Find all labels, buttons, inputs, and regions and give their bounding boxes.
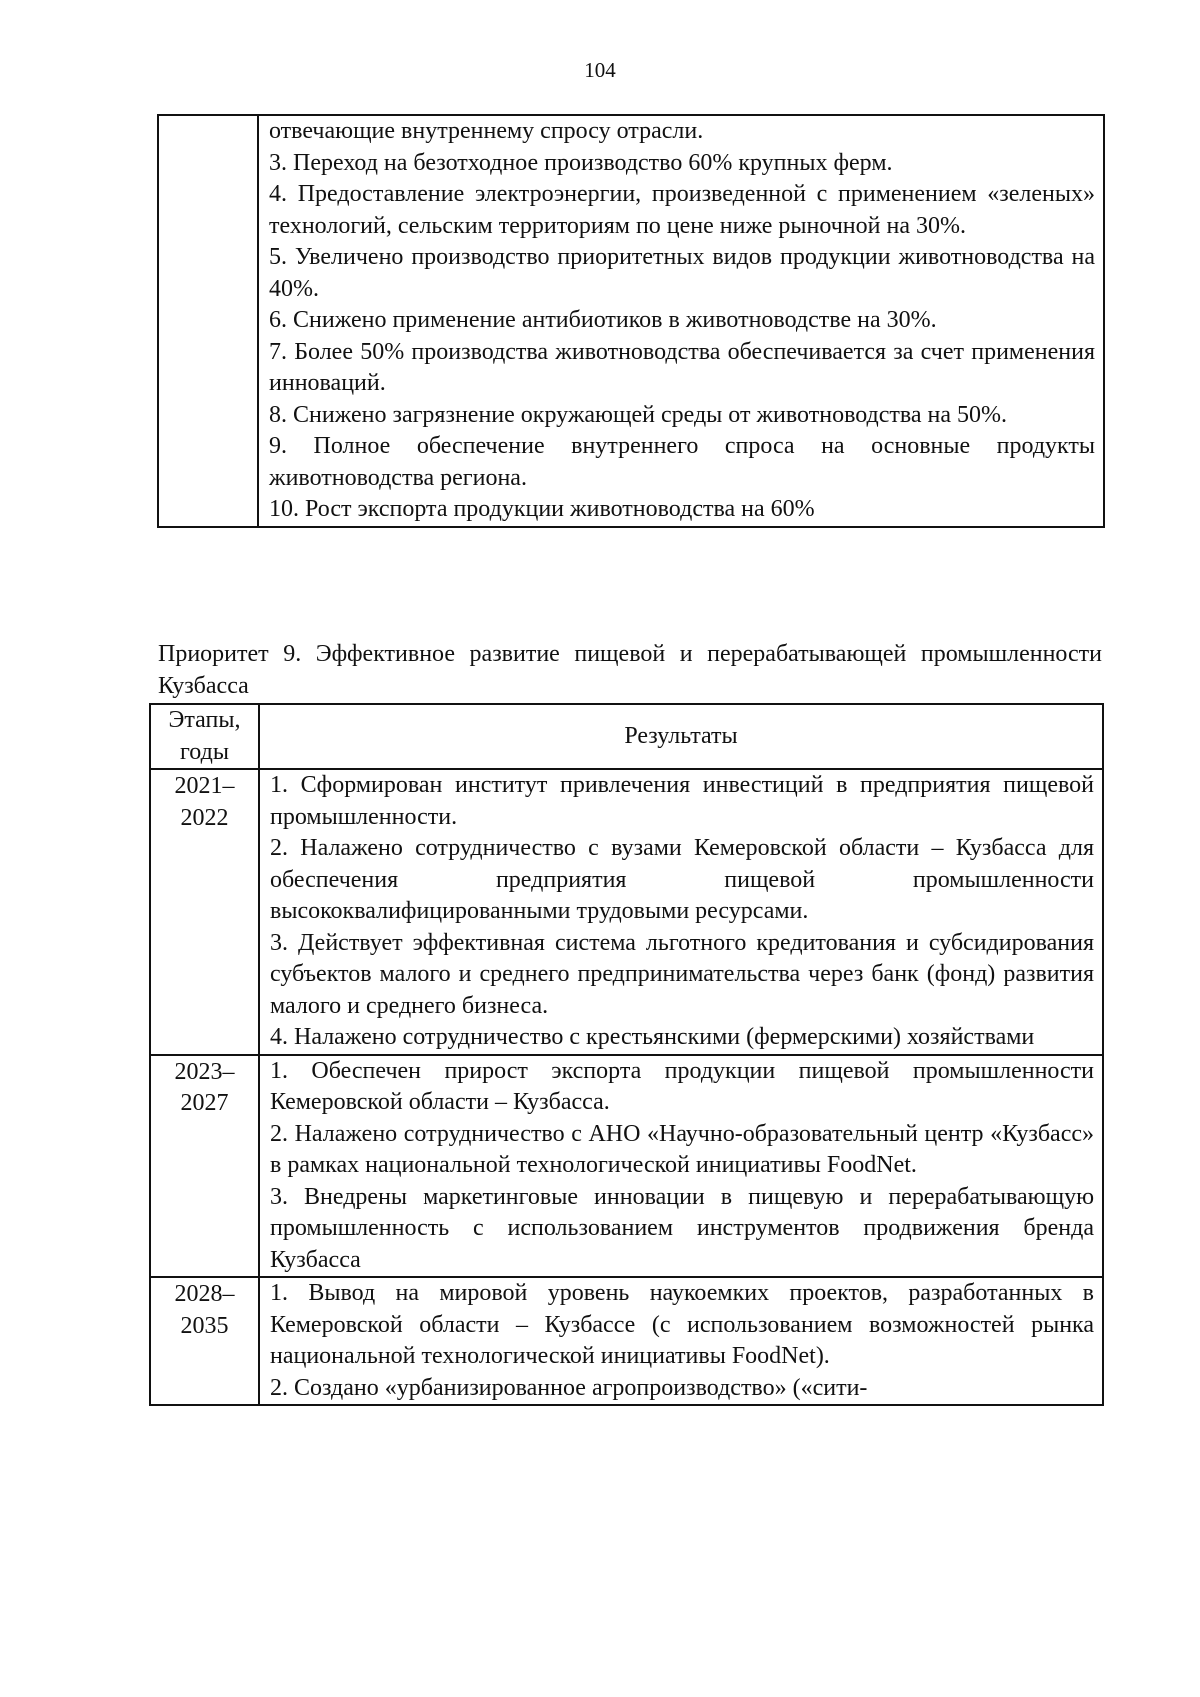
- table-row: [150, 1277, 1103, 1405]
- result-item: 2. Налажено сотрудничество с вузами Кемеровской области – Кузбасса для обеспечения предприятия пищевой промышленности высококвалифицированными трудовыми ресурсами.: [270, 835, 1094, 924]
- header-stages: Этапы, годы: [150, 704, 259, 769]
- period-label: 2028– 2035: [174, 1281, 235, 1339]
- result-item: 1. Сформирован институт привлечения инвестиций в предприятия пищевой промышленности.: [270, 772, 1094, 830]
- result-item: 8. Снижено загрязнение окружающей среды от животноводства на 50%.: [269, 401, 1008, 428]
- results-cell: [259, 1055, 1103, 1278]
- result-item: 6. Снижено применение антибиотиков в животноводстве на 30%.: [269, 307, 937, 333]
- result-item: 7. Более 50% производства животноводства обеспечивается за счет применения инноваций.: [269, 338, 1095, 396]
- results-cell: [258, 115, 1104, 527]
- period-label: 2021– 2022: [174, 773, 235, 831]
- results-cell: [259, 1277, 1103, 1405]
- period-label: 2023– 2027: [174, 1058, 235, 1116]
- period-cell: [150, 1277, 259, 1405]
- result-item: 2. Налажено сотрудничество с АНО «Научно-образовательный центр «Кузбасс» в рамках национальной технологической инициативы FoodNet.: [270, 1120, 1094, 1178]
- empty-stage-cell: [158, 115, 258, 527]
- result-item: 9. Полное обеспечение внутреннего спроса на основные продукты животноводства региона.: [269, 433, 1095, 491]
- section-title: Приоритет 9. Эффективное развитие пищевой и перерабатывающей промышленности Кузбасса: [158, 641, 1102, 699]
- table-row: [150, 1055, 1103, 1278]
- results-cell: [259, 769, 1103, 1055]
- result-item: 10. Рост экспорта продукции животноводства на 60%: [269, 496, 815, 522]
- result-item: 1. Вывод на мировой уровень наукоемких проектов, разработанных в Кемеровской области – Кузбассе (с использованием возможностей рынка национальной технологической инициативы FoodNet).: [270, 1280, 1094, 1369]
- result-item: 3. Действует эффективная система льготного кредитования и субсидирования субъектов малого и среднего предпринимательства через банк (фонд) развития малого и среднего бизнеса.: [270, 929, 1094, 1019]
- result-item: 4. Налажено сотрудничество с крестьянскими (фермерскими) хозяйствами: [270, 1024, 1035, 1050]
- period-cell: [150, 1055, 259, 1278]
- result-item: 2. Создано «урбанизированное агропроизводство» («сити-: [270, 1374, 868, 1401]
- result-item: отвечающие внутреннему спросу отрасли.: [269, 118, 704, 144]
- food-industry-results-table: [149, 703, 1104, 1406]
- livestock-results-table-continued: [157, 114, 1105, 528]
- result-item: 1. Обеспечен прирост экспорта продукции пищевой промышленности Кемеровской области – Кузбасса.: [270, 1057, 1094, 1115]
- result-item: 3. Переход на безотходное производство 60% крупных ферм.: [269, 149, 893, 176]
- result-item: 4. Предоставление электроэнергии, произведенной с применением «зеленых» технологий, сельским территориям по цене ниже рыночной на 30%.: [269, 181, 1095, 239]
- header-results: Результаты: [259, 704, 1103, 769]
- result-item: 5. Увеличено производство приоритетных видов продукции животноводства на 40%.: [269, 244, 1095, 302]
- period-cell: [150, 769, 259, 1055]
- table-row: [150, 769, 1103, 1055]
- result-item: 3. Внедрены маркетинговые инновации в пищевую и перерабатывающую промышленность с использованием инструментов продвижения бренда Кузбасса: [270, 1183, 1094, 1273]
- page-number: 104: [584, 58, 616, 82]
